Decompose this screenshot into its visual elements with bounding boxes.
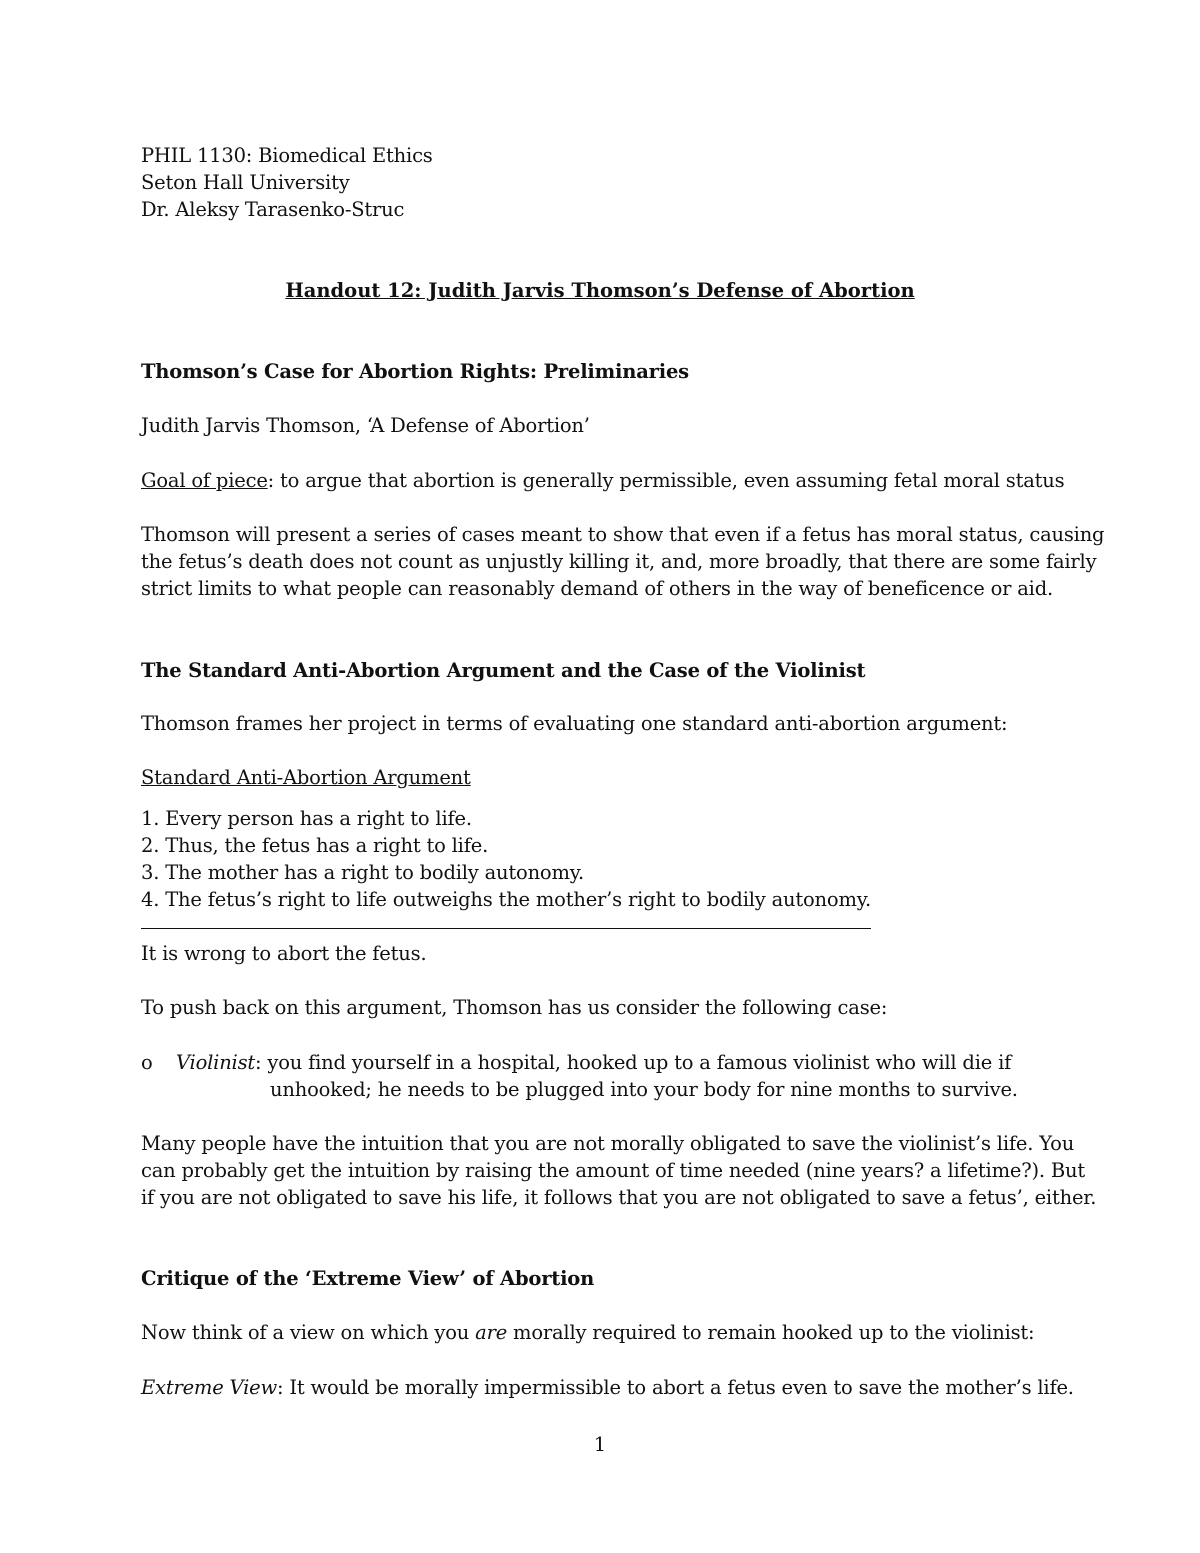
argument-label: Standard Anti-Abortion Argument: [141, 766, 471, 789]
view-label: Extreme View: [141, 1376, 277, 1399]
section-heading-extreme-view: Critique of the ‘Extreme View’ of Abortion: [141, 1267, 595, 1290]
argument-conclusion: It is wrong to abort the fetus.: [141, 942, 427, 965]
conclusion-divider: [141, 928, 871, 929]
intro-text: Now think of a view on which you: [141, 1321, 476, 1344]
paragraph-line: the fetus’s death does not count as unjustly killing it, and, more broadly, that there are some fairly: [141, 550, 1097, 573]
case-label: Violinist: [176, 1051, 256, 1074]
premise-item: 4. The fetus’s right to life outweighs the mother’s right to bodily autonomy.: [141, 888, 871, 911]
paragraph-line: strict limits to what people can reasonably demand of others in the way of beneficence or aid.: [141, 577, 1053, 600]
page-number: 1: [593, 1433, 607, 1456]
section-intro: Thomson frames her project in terms of evaluating one standard anti-abortion argument:: [141, 712, 1008, 735]
section-heading-preliminaries: Thomson’s Case for Abortion Rights: Preliminaries: [141, 360, 689, 383]
intro-emphasis: are: [475, 1321, 508, 1344]
paragraph-line: Thomson will present a series of cases meant to show that even if a fetus has moral status, causing: [141, 523, 1105, 546]
paragraph-line: can probably get the intuition by raising the amount of time needed (nine years? a lifetime?). But: [141, 1159, 1085, 1182]
case-line-continued: unhooked; he needs to be plugged into your body for nine months to survive.: [270, 1078, 1018, 1101]
handout-title: Handout 12: Judith Jarvis Thomson’s Defense of Abortion: [285, 279, 915, 302]
goal-text: : to argue that abortion is generally permissible, even assuming fetal moral status: [267, 469, 1065, 492]
university-name: Seton Hall University: [141, 171, 350, 194]
course-name: PHIL 1130: Biomedical Ethics: [141, 144, 433, 167]
premise-item: 2. Thus, the fetus has a right to life.: [141, 834, 489, 857]
goal-line: [141, 468, 1064, 494]
citation: Judith Jarvis Thomson, ‘A Defense of Abortion’: [141, 414, 590, 437]
section-heading-violinist: The Standard Anti-Abortion Argument and the Case of the Violinist: [141, 659, 866, 682]
bullet-marker: o: [141, 1051, 153, 1074]
extreme-view-definition: [141, 1375, 1074, 1401]
extreme-view-intro: [141, 1320, 1034, 1346]
case-text: : you find yourself in a hospital, hooked up to a famous violinist who will die if: [255, 1051, 1012, 1074]
pushback-text: To push back on this argument, Thomson has us consider the following case:: [141, 996, 888, 1019]
intro-text: morally required to remain hooked up to the violinist:: [507, 1321, 1035, 1344]
paragraph-line: Many people have the intuition that you are not morally obligated to save the violinist’s life. You: [141, 1132, 1075, 1155]
case-line: [176, 1050, 1011, 1076]
instructor-name: Dr. Aleksy Tarasenko-Struc: [141, 198, 405, 221]
premise-item: 1. Every person has a right to life.: [141, 807, 472, 830]
goal-label: Goal of piece: [141, 469, 268, 492]
premise-item: 3. The mother has a right to bodily autonomy.: [141, 861, 584, 884]
paragraph-line: if you are not obligated to save his life, it follows that you are not obligated to save a fetus’, either.: [141, 1186, 1097, 1209]
view-text: : It would be morally impermissible to abort a fetus even to save the mother’s life.: [276, 1376, 1074, 1399]
